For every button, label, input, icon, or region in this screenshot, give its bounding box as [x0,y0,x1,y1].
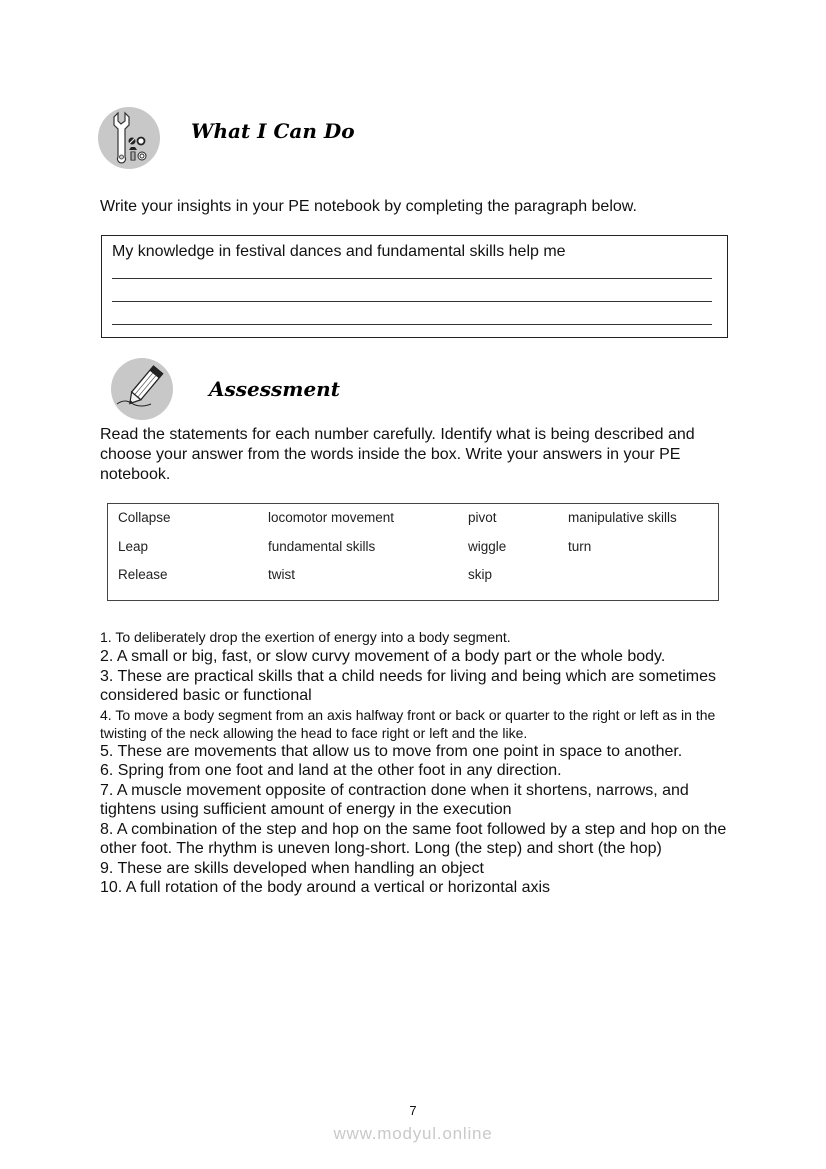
word-choice: pivot [468,510,497,525]
tools-icon [98,107,160,169]
assessment-item: 2. A small or big, fast, or slow curvy movement of a body part or the whole body. [100,648,666,665]
insight-instruction: Write your insights in your PE notebook by completing the paragraph below. [100,198,637,215]
word-choice: Leap [118,538,149,554]
assessment-item: 9. These are skills developed when handling an object [100,859,484,877]
assessment-item: 8. A combination of the step and hop on the same foot followed by a step and hop on the other foot. The rhythm is uneven long-short. Long (the step) and short (the hop) [100,820,727,857]
answer-blank-line [112,279,712,302]
pencil-icon [111,358,173,420]
insight-lead-text: My knowledge in festival dances and fundamental skills help me [112,243,566,260]
assessment-instruction: Read the statements for each number carefully. Identify what is being described and choose your answer from the words inside the box. Write your answers in your PE notebook. [100,426,695,483]
section-title-assessment: Assessment [209,377,340,401]
assessment-item: 4. To move a body segment from an axis halfway front or back or quarter to the right or left as in the twisting of the neck allowing the head to face right or left and the like. [100,706,716,741]
word-row [118,539,718,568]
word-row [118,510,718,539]
word-choice: turn [568,538,592,554]
what-i-can-do-header [98,107,355,169]
word-choice: skip [468,567,493,582]
assessment-items-list [100,628,740,898]
word-choice: fundamental skills [268,538,376,554]
assessment-item: 5. These are movements that allow us to move from one point in space to another. [100,742,683,760]
assessment-item: 3. These are practical skills that a child needs for living and being which are sometimes considered basic or functional [100,667,717,704]
section-title-what-i-can-do: What I Can Do [191,119,355,143]
word-row [118,567,718,596]
word-choice: wiggle [468,538,507,554]
word-choice: locomotor movement [268,510,395,525]
assessment-item: 7. A muscle movement opposite of contraction done when it shortens, narrows, and tightens using sufficient amount of energy in the execution [100,781,689,818]
assessment-item: 6. Spring from one foot and land at the other foot in any direction. [100,762,562,779]
answer-blank-line [112,302,712,325]
watermark: www.modyul.online [333,1124,493,1143]
word-choices-box [107,503,719,601]
word-choice: Collapse [118,510,171,525]
word-choice: Release [118,567,168,582]
word-choice: manipulative skills [568,510,677,525]
page-number: 7 [409,1103,417,1118]
assessment-item: 10. A full rotation of the body around a vertical or horizontal axis [100,879,551,896]
insight-paragraph-box [101,235,728,338]
answer-blank-line [112,262,712,279]
assessment-item: 1. To deliberately drop the exertion of energy into a body segment. [100,629,511,645]
word-choice [568,567,718,596]
word-choice: twist [268,567,295,582]
assessment-header [111,358,340,420]
